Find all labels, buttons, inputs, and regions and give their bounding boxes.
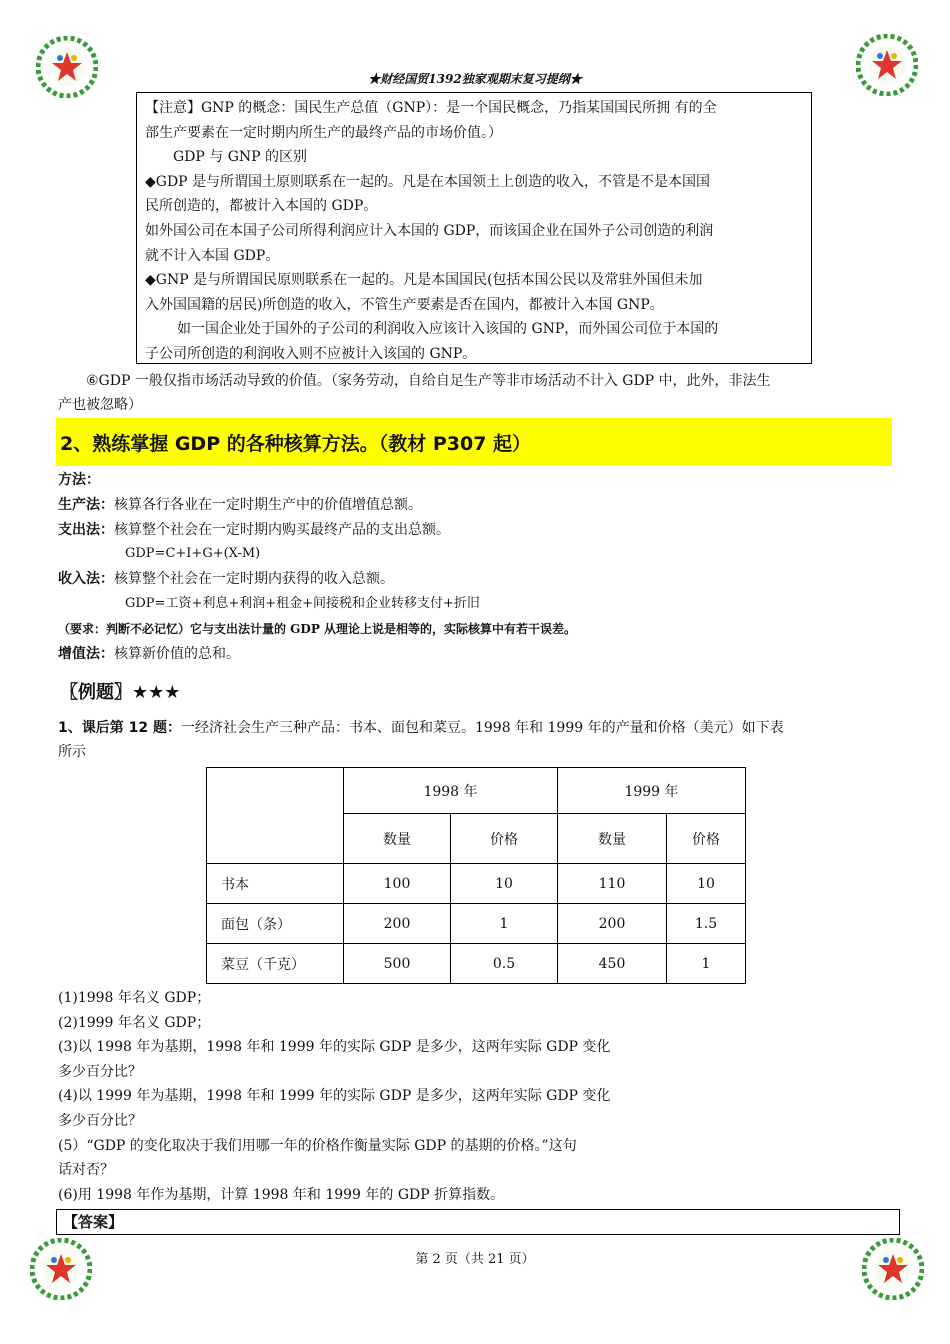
income-label: 收入法： xyxy=(58,571,114,588)
note-line: ◆GDP 是与所谓国土原则联系在一起的。凡是在本国领土上创造的收入，不管是不是本国国 xyxy=(145,173,711,190)
value-added-text: 核算新价值的总和。 xyxy=(114,645,240,662)
table-header-qty: 数量 xyxy=(344,814,451,864)
production-method xyxy=(58,493,898,518)
sub-question: 多少百分比？ xyxy=(58,1112,142,1129)
question-one xyxy=(58,716,894,764)
table-cell: 1.5 xyxy=(667,904,746,944)
example-heading: 〖例题〗★★★ xyxy=(60,682,181,703)
table-cell: 200 xyxy=(344,904,451,944)
methods-title: 方法： xyxy=(58,472,100,488)
expenditure-text: 核算整个社会在一定时期内购买最终产品的支出总额。 xyxy=(114,521,450,538)
data-table xyxy=(206,767,746,984)
methods-block xyxy=(58,468,898,666)
sub-question: (5）“GDP 的变化取决于我们用哪一年的价格作衡量实际 GDP 的基期的价格。”这句 xyxy=(58,1137,577,1154)
wreath-logo-icon xyxy=(36,36,98,98)
table-row xyxy=(207,864,746,904)
point-six-line2: 产也被忽略） xyxy=(58,397,142,413)
income-formula: GDP=工资+利息+利润+租金+间接税和企业转移支付+折旧 xyxy=(125,595,480,611)
table-cell: 200 xyxy=(558,904,667,944)
point-six xyxy=(58,369,898,417)
logo-top-left xyxy=(36,36,98,98)
table-cell: 0.5 xyxy=(451,944,558,984)
question-one-text2: 所示 xyxy=(58,744,86,760)
note-line: 部生产要素在一定时期内所生产的最终产品的市场价值。） xyxy=(145,124,502,141)
table-cell: 1 xyxy=(451,904,558,944)
question-one-text: 一经济社会生产三种产品：书本、面包和菜豆。1998 年和 1999 年的产量和价格（美元）如下表 xyxy=(180,720,784,736)
value-added-method xyxy=(58,642,898,667)
answer-box xyxy=(56,1209,900,1235)
table-year-1999: 1999 年 xyxy=(558,768,746,814)
income-method xyxy=(58,567,898,592)
table-cell: 10 xyxy=(451,864,558,904)
note-line: GDP 与 GNP 的区别 xyxy=(173,149,308,166)
table-header-qty: 数量 xyxy=(558,814,667,864)
sub-question: (4)以 1999 年为基期，1998 年和 1999 年的实际 GDP 是多少，这两年实际 GDP 变化 xyxy=(58,1088,611,1105)
sub-question: 多少百分比？ xyxy=(58,1063,142,1080)
income-text: 核算整个社会在一定时期内获得的收入总额。 xyxy=(114,571,394,588)
table-header-price: 价格 xyxy=(451,814,558,864)
table-cell: 450 xyxy=(558,944,667,984)
table-cell-item: 菜豆（千克） xyxy=(207,944,344,984)
note-line: 入外国国籍的居民)所创造的收入，不管生产要素是否在国内，都被计入本国 GNP。 xyxy=(145,296,664,313)
point-six-line1: ⑥GDP 一般仅指市场活动导致的价值。（家务劳动，自给自足生产等非市场活动不计入 GDP 中，此外，非法生 xyxy=(86,373,771,389)
section-heading-bar xyxy=(56,418,892,466)
table-cell-item: 面包（条） xyxy=(207,904,344,944)
expenditure-label: 支出法： xyxy=(58,521,114,538)
table-header-price: 价格 xyxy=(667,814,746,864)
sub-question: (2)1999 年名义 GDP； xyxy=(58,1014,211,1031)
note-line: 就不计入本国 GDP。 xyxy=(145,247,280,264)
requirement-note: （要求：判断不必记忆）它与支出法计量的 GDP 从理论上说是相等的，实际核算中有若干误差。 xyxy=(58,621,577,636)
page-header: ★财经国贸1392独家观期末复习提纲★ xyxy=(368,72,582,86)
table-cell: 10 xyxy=(667,864,746,904)
section-heading: 2、熟练掌握 GDP 的各种核算方法。（教材 P307 起） xyxy=(60,433,532,455)
table-cell: 1 xyxy=(667,944,746,984)
table-cell: 110 xyxy=(558,864,667,904)
note-line: ◆GNP 是与所谓国民原则联系在一起的。凡是本国国民(包括本国公民以及常驻外国但未加 xyxy=(145,272,703,289)
table-row xyxy=(207,944,746,984)
table-corner-cell xyxy=(207,768,344,864)
answer-label: 【答案】 xyxy=(63,1213,124,1231)
sub-question: (6)用 1998 年作为基期，计算 1998 年和 1999 年的 GDP 折算指数。 xyxy=(58,1186,505,1203)
note-line: 如外国公司在本国子公司所得利润应计入本国的 GDP，而该国企业在国外子公司创造的利润 xyxy=(145,222,714,239)
question-one-label: 1、课后第 12 题： xyxy=(58,720,181,736)
note-line: 如一国企业处于国外的子公司的利润收入应该计入该国的 GNP，而外国公司位于本国的 xyxy=(177,321,719,338)
note-box xyxy=(136,92,812,364)
sub-question: (3)以 1998 年为基期，1998 年和 1999 年的实际 GDP 是多少，这两年实际 GDP 变化 xyxy=(58,1039,611,1056)
production-label: 生产法： xyxy=(58,496,114,513)
expenditure-formula: GDP=C+I+G+(X-M) xyxy=(125,546,261,562)
table-year-1998: 1998 年 xyxy=(344,768,558,814)
page-footer: 第 2 页（共 21 页） xyxy=(415,1252,535,1267)
table-cell: 500 xyxy=(344,944,451,984)
value-added-label: 增值法： xyxy=(58,645,114,662)
note-line: 子公司所创造的利润收入则不应被计入该国的 GNP。 xyxy=(145,345,477,362)
note-line: 民所创造的，都被计入本国的 GDP。 xyxy=(145,198,378,215)
table-cell: 100 xyxy=(344,864,451,904)
table-row xyxy=(207,904,746,944)
table-cell-item: 书本 xyxy=(207,864,344,904)
sub-question: 话对否？ xyxy=(58,1162,114,1179)
production-text: 核算各行各业在一定时期生产中的价值增值总额。 xyxy=(114,496,422,513)
note-line: 【注意】GNP 的概念：国民生产总值（GNP）：是一个国民概念，乃指某国国民所拥 有的全 xyxy=(145,100,717,116)
sub-question: (1)1998 年名义 GDP； xyxy=(58,990,211,1006)
expenditure-method xyxy=(58,518,898,543)
sub-questions xyxy=(58,986,698,1207)
